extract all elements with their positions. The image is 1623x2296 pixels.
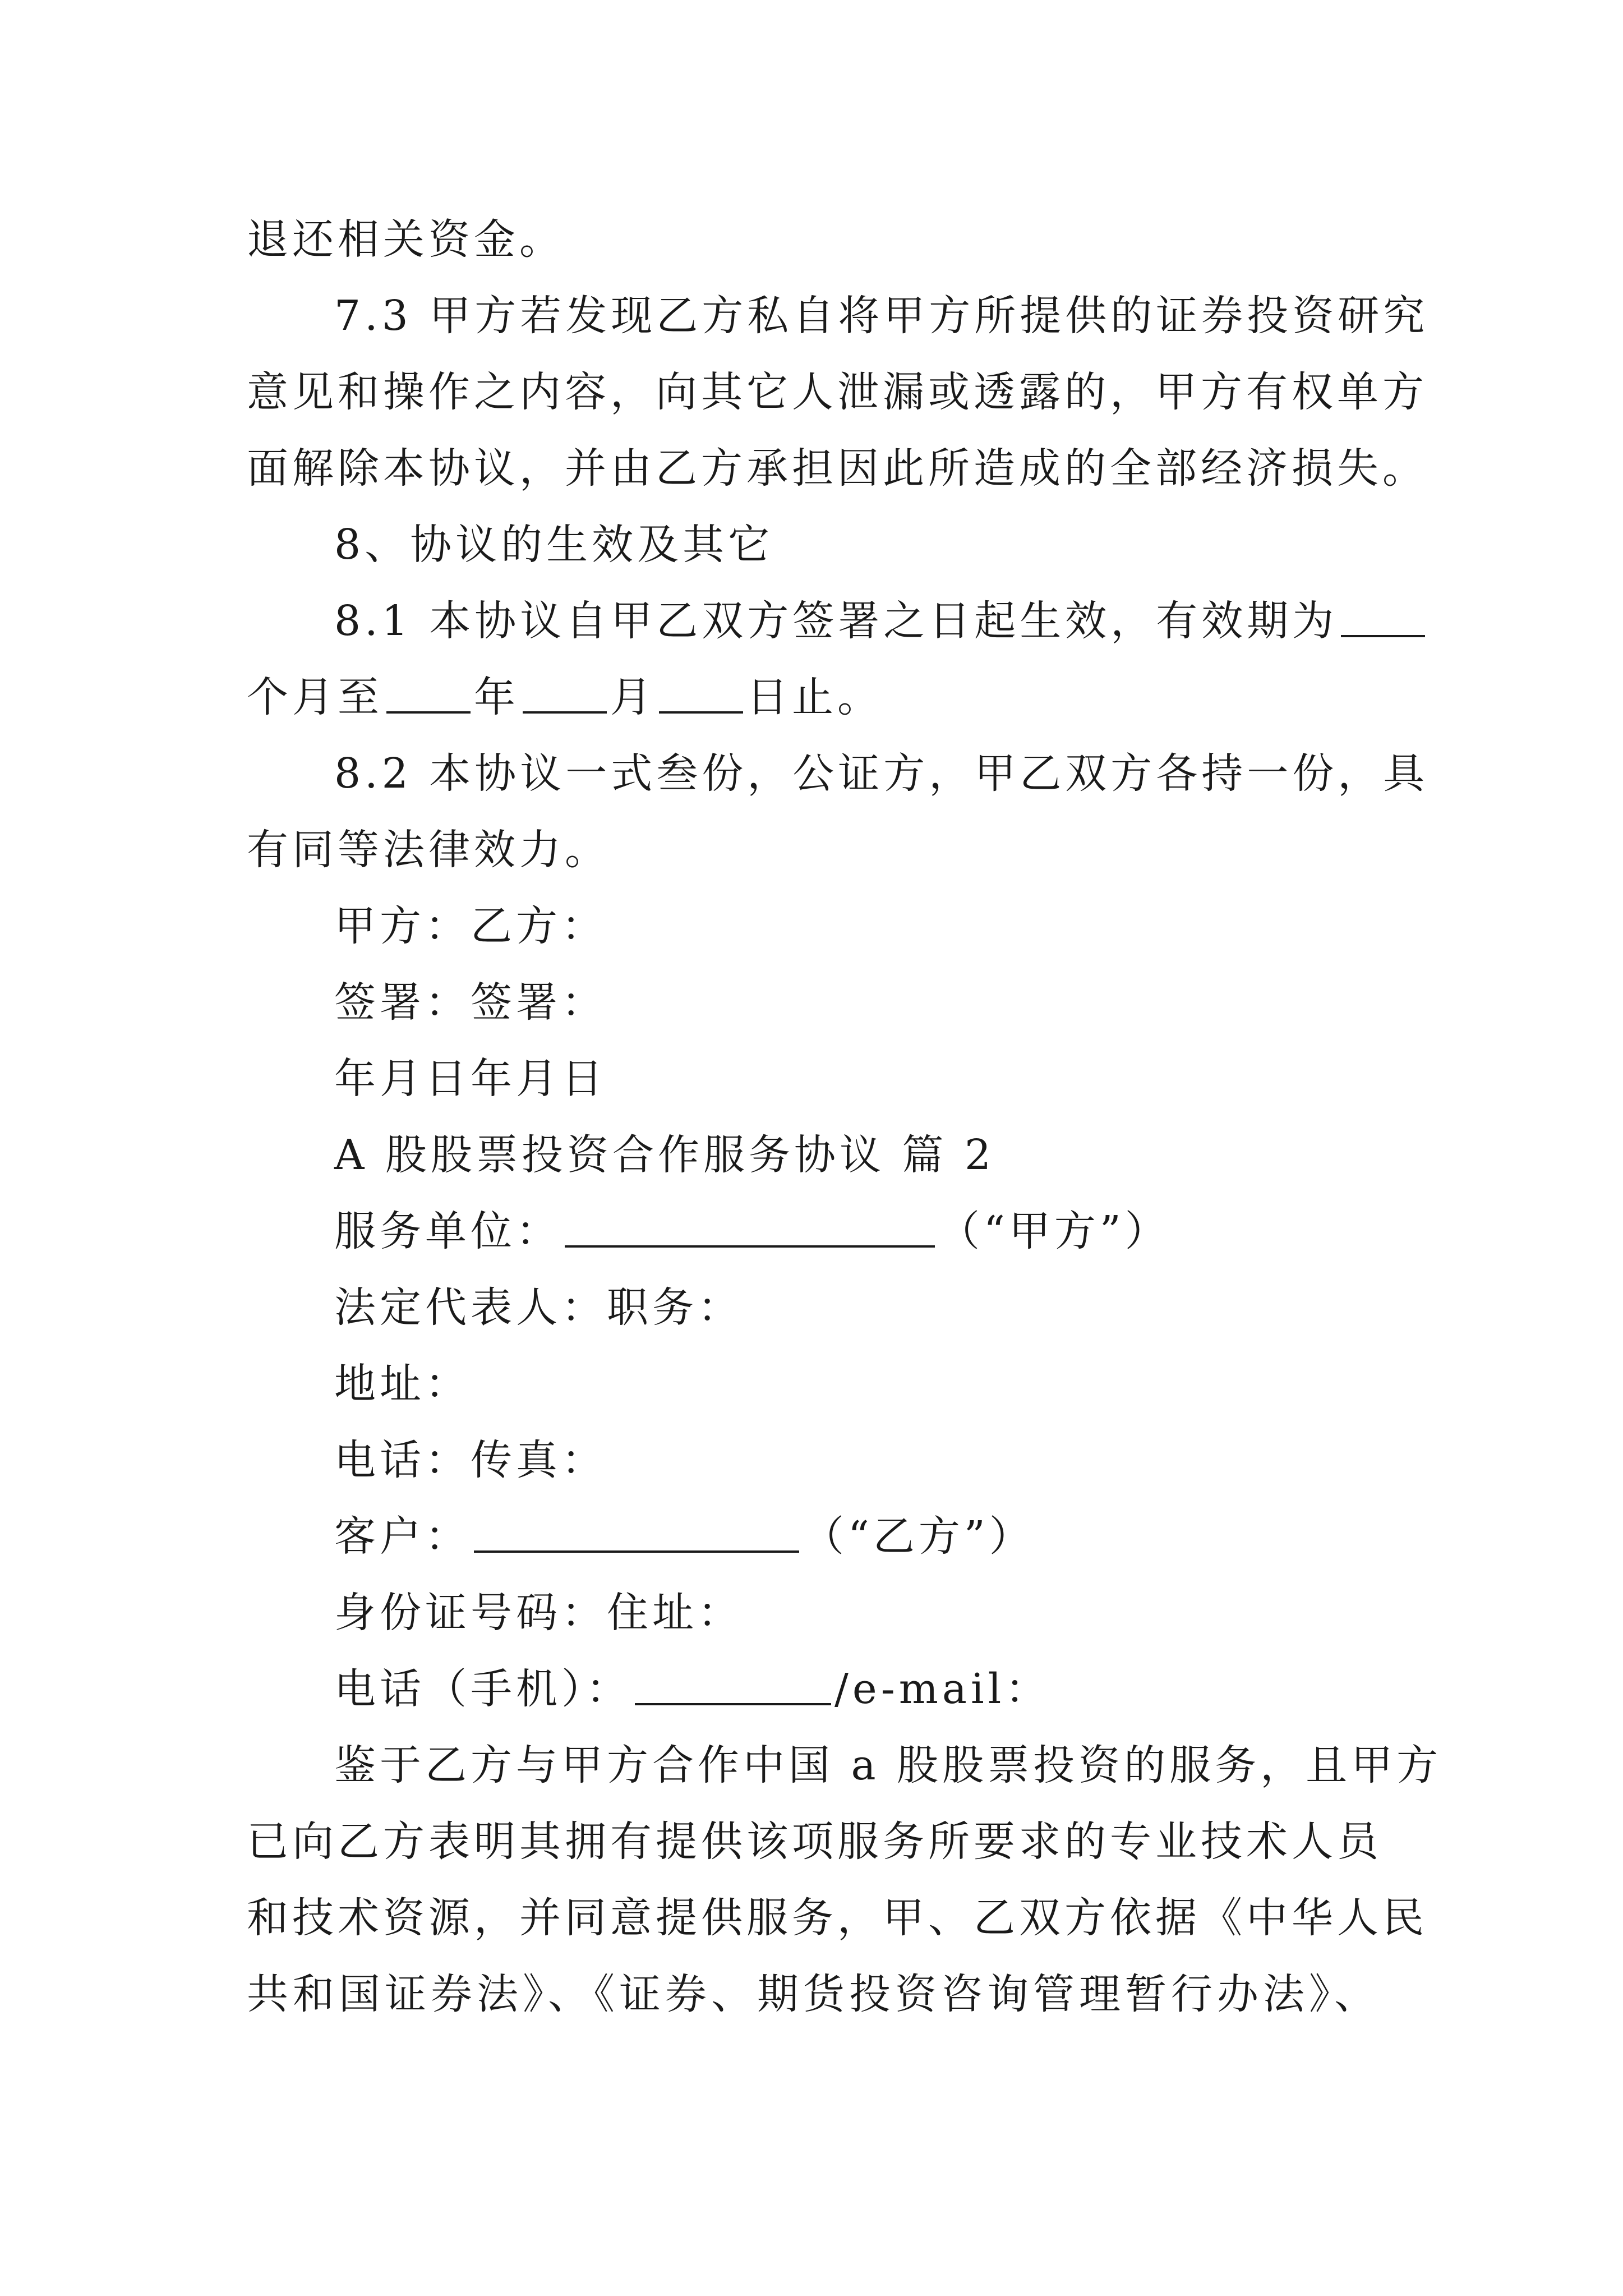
recital-paragraph: 鉴于乙方与甲方合作中国 a 股股票投资的服务，且甲方 <box>334 1741 1442 1789</box>
text-line: 退还相关资金。 <box>247 215 565 264</box>
blank-months <box>1341 601 1425 637</box>
client-line <box>334 1506 1035 1567</box>
blank-month <box>523 678 607 714</box>
section-heading-8: 8、协议的生效及其它 <box>334 521 774 569</box>
address-line: 地址： <box>334 1360 471 1408</box>
blank-mobile <box>635 1669 831 1705</box>
text-line <box>247 666 883 728</box>
text-segment: 月 <box>610 673 656 721</box>
clause-8-1-text: 8.1 本协议自甲乙双方签署之日起生效，有效期为 <box>334 597 1338 645</box>
text-line: 有同等法律效力。 <box>247 826 610 874</box>
clause-8-1 <box>334 590 1428 652</box>
blank-client <box>474 1517 799 1553</box>
text-segment: /e-mail： <box>834 1665 1051 1713</box>
text-line: 共和国证券法》、《证券、期货投资咨询管理暂行办法》、 <box>247 1970 1380 2018</box>
id-address-line: 身份证号码：住址： <box>334 1589 743 1637</box>
clause-7-3: 7.3 甲方若发现乙方私自将甲方所提供的证券投资研究 <box>334 292 1429 340</box>
text-segment: 年 <box>474 673 519 721</box>
text-segment: 日止。 <box>746 673 883 721</box>
signature-date: 年月日年月日 <box>334 1055 607 1103</box>
agreement-title: A 股股票投资合作服务协议 篇 2 <box>334 1131 995 1179</box>
text-segment: 服务单位： <box>334 1207 561 1255</box>
text-segment: （“甲方”） <box>938 1207 1170 1255</box>
blank-service-unit <box>565 1212 935 1248</box>
legal-rep-line: 法定代表人：职务： <box>334 1283 743 1332</box>
mobile-email-line <box>334 1658 1050 1720</box>
blank-day <box>659 678 743 714</box>
text-line: 已向乙方表明其拥有提供该项服务所要求的专业技术人员 <box>247 1818 1382 1866</box>
signature-parties: 甲方：乙方： <box>334 902 607 950</box>
blank-year <box>386 678 471 714</box>
text-line: 和技术资源，并同意提供服务，甲、乙双方依据《中华人民 <box>247 1894 1428 1942</box>
text-segment: 个月至 <box>247 673 383 721</box>
signature-sign: 签署：签署： <box>334 978 607 1027</box>
text-line: 意见和操作之内容，向其它人泄漏或透露的，甲方有权单方 <box>247 368 1428 416</box>
text-segment: 客户： <box>334 1512 471 1561</box>
text-segment: 电话（手机）： <box>334 1665 631 1713</box>
text-line: 面解除本协议，并由乙方承担因此所造成的全部经济损失。 <box>247 444 1428 493</box>
service-unit-line <box>334 1200 1170 1262</box>
phone-fax-line: 电话：传真： <box>334 1436 607 1484</box>
clause-8-2: 8.2 本协议一式叁份，公证方，甲乙双方各持一份，具 <box>334 749 1429 798</box>
text-segment: （“乙方”） <box>803 1512 1035 1561</box>
